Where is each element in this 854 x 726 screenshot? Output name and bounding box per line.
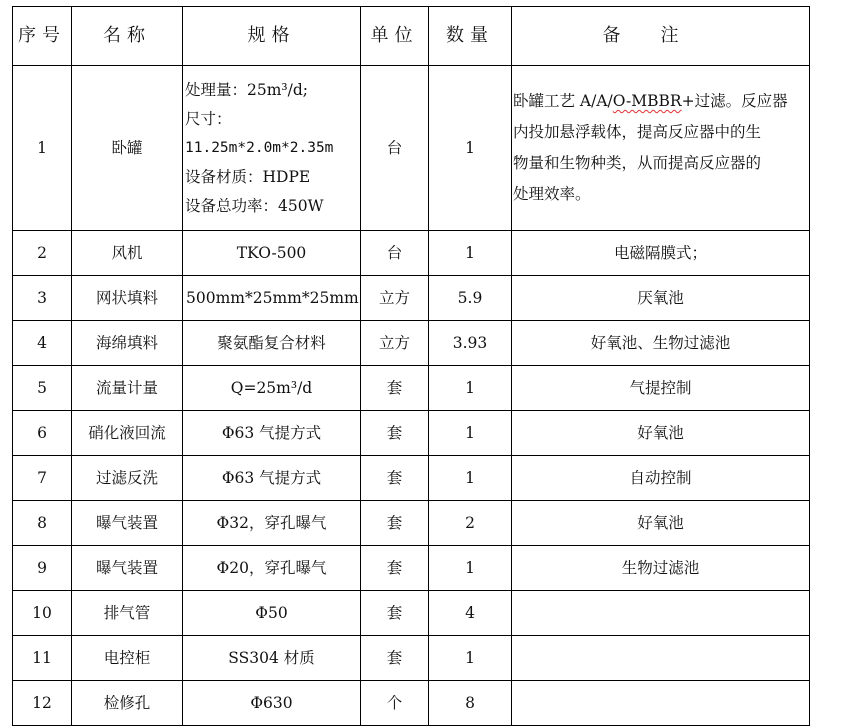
table-row [13,636,810,681]
cell-spec: Φ63 气提方式 [183,456,361,501]
cell-remark: 电磁隔膜式； [512,231,810,276]
cell-remark: 自动控制 [512,456,810,501]
spec-line: 设备总功率：450W [185,196,324,215]
cell-index: 11 [13,636,72,681]
cell-name: 流量计量 [72,366,183,411]
cell-spec: Φ50 [183,591,361,636]
cell-index: 1 [13,66,72,231]
cell-spec [183,66,361,231]
table-row [13,231,810,276]
cell-name: 曝气装置 [72,501,183,546]
cell-qty: 3.93 [429,321,512,366]
cell-qty: 1 [429,231,512,276]
cell-unit: 个 [361,681,429,726]
spellcheck-marked-text: O-MBBR [612,92,682,110]
cell-qty: 1 [429,456,512,501]
spec-line: 尺寸： [185,109,232,128]
spec-line: 处理量：25m³/d; [185,80,309,99]
cell-name: 卧罐 [72,66,183,231]
cell-unit: 套 [361,501,429,546]
table-row [13,276,810,321]
table-row [13,591,810,636]
cell-index: 4 [13,321,72,366]
cell-remark: 好氧池、生物过滤池 [512,321,810,366]
cell-unit: 台 [361,231,429,276]
equipment-list-sheet [12,6,810,726]
cell-spec: TKO-500 [183,231,361,276]
cell-spec: Φ20，穿孔曝气 [183,546,361,591]
cell-remark [512,636,810,681]
cell-unit: 套 [361,546,429,591]
cell-unit: 套 [361,636,429,681]
header-name: 名称 [72,7,183,66]
spec-line: 设备材质：HDPE [185,167,311,186]
cell-index: 5 [13,366,72,411]
cell-name: 海绵填料 [72,321,183,366]
cell-unit: 套 [361,411,429,456]
table-row [13,66,810,231]
cell-index: 8 [13,501,72,546]
remark-text: +过滤。反应器 [681,92,788,110]
cell-index: 7 [13,456,72,501]
equipment-table [12,6,810,726]
cell-unit: 套 [361,366,429,411]
header-spec: 规格 [183,7,361,66]
table-row [13,456,810,501]
cell-unit: 台 [361,66,429,231]
cell-index: 12 [13,681,72,726]
cell-name: 硝化液回流 [72,411,183,456]
cell-qty: 1 [429,366,512,411]
table-row [13,681,810,726]
cell-remark [512,66,810,231]
cell-spec: Q=25m³/d [183,366,361,411]
cell-name: 曝气装置 [72,546,183,591]
cell-remark [512,591,810,636]
table-row [13,546,810,591]
table-row [13,321,810,366]
header-qty: 数量 [429,7,512,66]
cell-qty: 8 [429,681,512,726]
cell-remark: 厌氧池 [512,276,810,321]
table-header-row [13,7,810,66]
cell-name: 风机 [72,231,183,276]
cell-spec: 聚氨酯复合材料 [183,321,361,366]
cell-name: 网状填料 [72,276,183,321]
table-row [13,366,810,411]
table-row [13,501,810,546]
cell-qty: 4 [429,591,512,636]
cell-qty: 1 [429,411,512,456]
cell-remark: 好氧池 [512,411,810,456]
cell-qty: 1 [429,546,512,591]
cell-spec: 500mm*25mm*25mm [183,276,361,321]
cell-remark: 生物过滤池 [512,546,810,591]
cell-unit: 立方 [361,276,429,321]
cell-name: 排气管 [72,591,183,636]
cell-name: 电控柜 [72,636,183,681]
cell-name: 检修孔 [72,681,183,726]
cell-index: 9 [13,546,72,591]
remark-text: 卧罐工艺 A/A/ [513,92,613,110]
cell-qty: 1 [429,66,512,231]
remark-line: 物量和生物种类，从而提高反应器的 [513,154,762,172]
cell-spec: Φ630 [183,681,361,726]
cell-index: 3 [13,276,72,321]
cell-qty: 1 [429,636,512,681]
remark-line: 内投加悬浮载体，提高反应器中的生 [513,123,762,141]
remark-line: 处理效率。 [513,185,591,203]
table-row [13,411,810,456]
cell-spec: SS304 材质 [183,636,361,681]
cell-spec: Φ32，穿孔曝气 [183,501,361,546]
cell-index: 2 [13,231,72,276]
cell-index: 6 [13,411,72,456]
cell-unit: 套 [361,591,429,636]
header-remark: 备注 [512,7,810,66]
cell-name: 过滤反洗 [72,456,183,501]
cell-qty: 2 [429,501,512,546]
cell-remark: 好氧池 [512,501,810,546]
header-index: 序号 [13,7,72,66]
cell-remark [512,681,810,726]
cell-qty: 5.9 [429,276,512,321]
cell-unit: 套 [361,456,429,501]
spec-line: 11.25m*2.0m*2.35m [185,139,334,156]
header-unit: 单位 [361,7,429,66]
cell-unit: 立方 [361,321,429,366]
cell-index: 10 [13,591,72,636]
remark-line [513,86,808,117]
cell-remark: 气提控制 [512,366,810,411]
cell-spec: Φ63 气提方式 [183,411,361,456]
